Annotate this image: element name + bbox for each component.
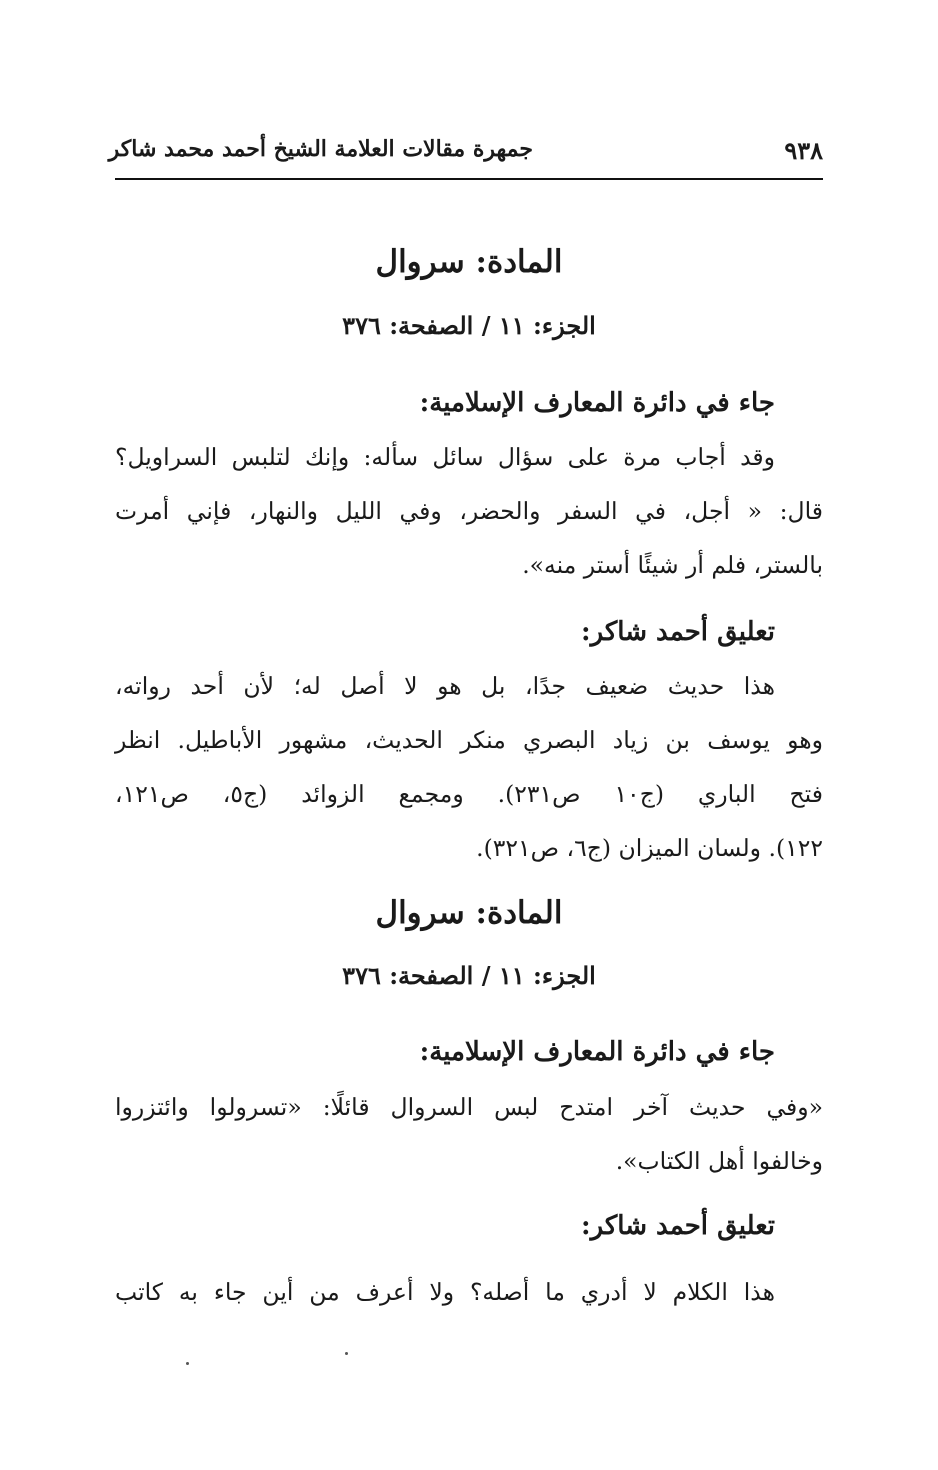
scan-speck: [345, 1352, 348, 1355]
entry1-encyclopedia-quote: [115, 430, 823, 592]
entry2-juz-reference: الجزء: ١١ / الصفحة: ٣٧٦: [342, 961, 596, 990]
entry2-comment-text: [115, 1265, 823, 1319]
entry2-comment-line: هذا الكلام لا أدري ما أصله؟ ولا أعرف من أين جاء به كاتب: [115, 1278, 775, 1306]
entry2-encyclopedia-quote: [115, 1080, 823, 1188]
entry1-comment-text: [115, 659, 823, 875]
entry1-quote-line: بالستر، فلم أر شيئًا أستر منه».: [522, 551, 823, 579]
entry1-quote-line: قال: « أجل، في السفر والحضر، وفي الليل والنهار، فإني أمرت: [115, 497, 823, 525]
entry1-comment-line: وهو يوسف بن زياد البصري منكر الحديث، مشهور الأباطيل. انظر: [115, 726, 823, 754]
running-header: [108, 130, 823, 180]
entry1-madda-title: المادة: سروال: [375, 244, 563, 280]
entry2-madda-title: المادة: سروال: [375, 895, 563, 931]
entry2-comment-heading: تعليق أحمد شاكر:: [580, 1211, 775, 1241]
book-title: جمهرة مقالات العلامة الشيخ أحمد محمد شاكر: [108, 136, 533, 162]
entry1-comment-heading: تعليق أحمد شاكر:: [580, 617, 775, 647]
entry2-encyclopedia-heading: جاء في دائرة المعارف الإسلامية:: [419, 1037, 775, 1067]
entry1-comment-line: هذا حديث ضعيف جدًا، بل هو لا أصل له؛ لأن أحد رواته،: [115, 672, 775, 700]
scan-speck: [186, 1362, 189, 1365]
entry1-juz-reference: الجزء: ١١ / الصفحة: ٣٧٦: [342, 311, 596, 340]
entry1-comment-line: ١٢٢). ولسان الميزان (ج٦، ص٣٢١).: [476, 834, 823, 862]
entry1-quote-line: وقد أجاب مرة على سؤال سائل سأله: وإنك لتلبس السراويل؟: [115, 443, 775, 471]
entry2-quote-line: وخالفوا أهل الكتاب».: [615, 1147, 823, 1175]
page-number: ٩٣٨: [784, 136, 823, 165]
entry1-encyclopedia-heading: جاء في دائرة المعارف الإسلامية:: [419, 388, 775, 418]
entry2-quote-line: «وفي حديث آخر امتدح لبس السروال قائلًا: «تسرولوا وائتزروا: [115, 1093, 823, 1121]
entry1-comment-line: فتح الباري (ج١٠ ص٢٣١). ومجمع الزوائد (ج٥، ص١٢١،: [115, 780, 823, 808]
